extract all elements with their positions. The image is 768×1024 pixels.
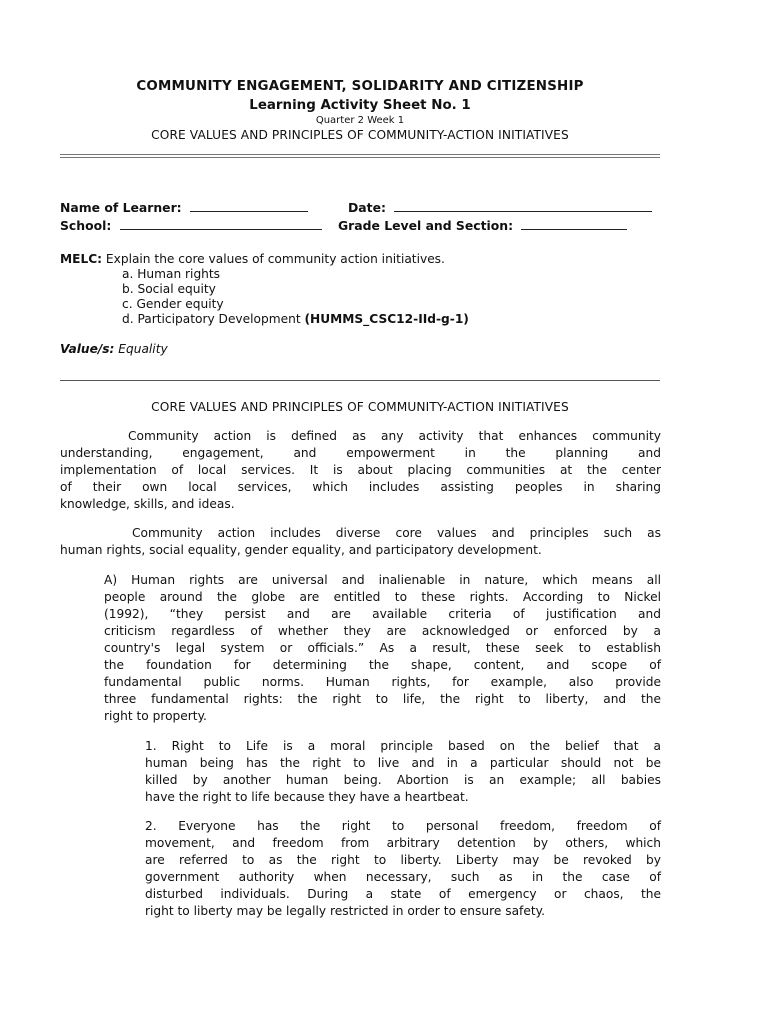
paragraph-line: killed by another human being. Abortion is an example; all babies: [145, 773, 661, 787]
paragraph-line: have the right to life because they have a heartbeat.: [145, 790, 469, 804]
paragraph-line: the foundation for determining the shape, content, and scope of: [104, 658, 661, 672]
school-label: School:: [60, 218, 112, 233]
paragraph-right-to-liberty: [145, 818, 661, 920]
sheet-title: Learning Activity Sheet No. 1: [249, 98, 471, 113]
melc-text: Explain the core values of community action initiatives.: [105, 252, 445, 266]
topic-title: CORE VALUES AND PRINCIPLES OF COMMUNITY-ACTION INITIATIVES: [151, 128, 569, 142]
paragraph-line: people around the globe are entitled to these rights. According to Nickel: [104, 590, 661, 604]
paragraph-line: fundamental public norms. Human rights, for example, also provide: [104, 675, 661, 689]
paragraph-line: knowledge, skills, and ideas.: [60, 497, 235, 511]
grade-blank[interactable]: [521, 217, 627, 230]
name-field: [60, 199, 308, 215]
melc-item: c. Gender equity: [122, 297, 224, 311]
melc-item: a. Human rights: [122, 267, 221, 281]
melc-item: b. Social equity: [122, 282, 216, 296]
melc-line: [60, 251, 445, 268]
paragraph-line: right to property.: [104, 709, 207, 723]
paragraph-line: (1992), “they persist and are available criteria of justification and: [104, 607, 661, 621]
school-field: [60, 217, 322, 233]
quarter-week: Quarter 2 Week 1: [315, 115, 405, 126]
paragraph-line: movement, and freedom from arbitrary detention by others, which: [145, 836, 661, 850]
paragraph-core-values: [60, 525, 661, 559]
melc-code: (HUMMS_CSC12-IId-g-1): [304, 312, 469, 326]
values-label: Value/s:: [60, 342, 115, 356]
paragraph-line: 1. Right to Life is a moral principle based on the belief that a: [145, 739, 661, 753]
grade-field: [338, 217, 627, 233]
paragraph-community-action: [60, 428, 661, 513]
melc-label: MELC:: [60, 252, 103, 266]
paragraph-line: 2. Everyone has the right to personal freedom, freedom of: [145, 819, 661, 833]
paragraph-line: Community action includes diverse core values and principles such as: [132, 526, 661, 540]
values-line: [60, 341, 168, 358]
paragraph-line: human rights, social equality, gender equality, and participatory development.: [60, 543, 542, 557]
paragraph-human-rights: [104, 572, 661, 725]
melc-item-last: [122, 311, 469, 328]
melc-item-text: d. Participatory Development: [122, 312, 301, 326]
paragraph-line: three fundamental rights: the right to life, the right to liberty, and the: [104, 692, 661, 706]
name-blank[interactable]: [190, 199, 308, 212]
paragraph-line: are referred to as the right to liberty. Liberty may be revoked by: [145, 853, 661, 867]
header-divider: [60, 154, 660, 158]
paragraph-line: country's legal system or officials.” As a result, these seek to establish: [104, 641, 661, 655]
paragraph-line: disturbed individuals. During a state of emergency or chaos, the: [145, 887, 661, 901]
values-text: Equality: [118, 342, 168, 356]
paragraph-line: human being has the right to live and in a particular should not be: [145, 756, 661, 770]
paragraph-line: understanding, engagement, and empowerment in the planning and: [60, 446, 661, 460]
paragraph-line: of their own local services, which includes assisting peoples in sharing: [60, 480, 661, 494]
date-blank[interactable]: [394, 199, 652, 212]
paragraph-line: criticism regardless of whether they are acknowledged or enforced by a: [104, 624, 661, 638]
section-divider: [60, 380, 660, 381]
date-field: [348, 199, 652, 215]
school-blank[interactable]: [120, 217, 322, 230]
paragraph-line: government authority when necessary, such as in the case of: [145, 870, 661, 884]
paragraph-line: Community action is defined as any activity that enhances community: [128, 429, 661, 443]
date-label: Date:: [348, 200, 386, 215]
paragraph-line: right to liberty may be legally restricted in order to ensure safety.: [145, 904, 545, 918]
section-title: CORE VALUES AND PRINCIPLES OF COMMUNITY-ACTION INITIATIVES: [151, 400, 569, 414]
grade-label: Grade Level and Section:: [338, 218, 514, 233]
paragraph-line: implementation of local services. It is about placing communities at the center: [60, 463, 661, 477]
paragraph-right-to-life: [145, 738, 661, 806]
paragraph-line: A) Human rights are universal and inalienable in nature, which means all: [104, 573, 661, 587]
name-label: Name of Learner:: [60, 200, 182, 215]
course-title: COMMUNITY ENGAGEMENT, SOLIDARITY AND CITIZENSHIP: [136, 79, 584, 94]
